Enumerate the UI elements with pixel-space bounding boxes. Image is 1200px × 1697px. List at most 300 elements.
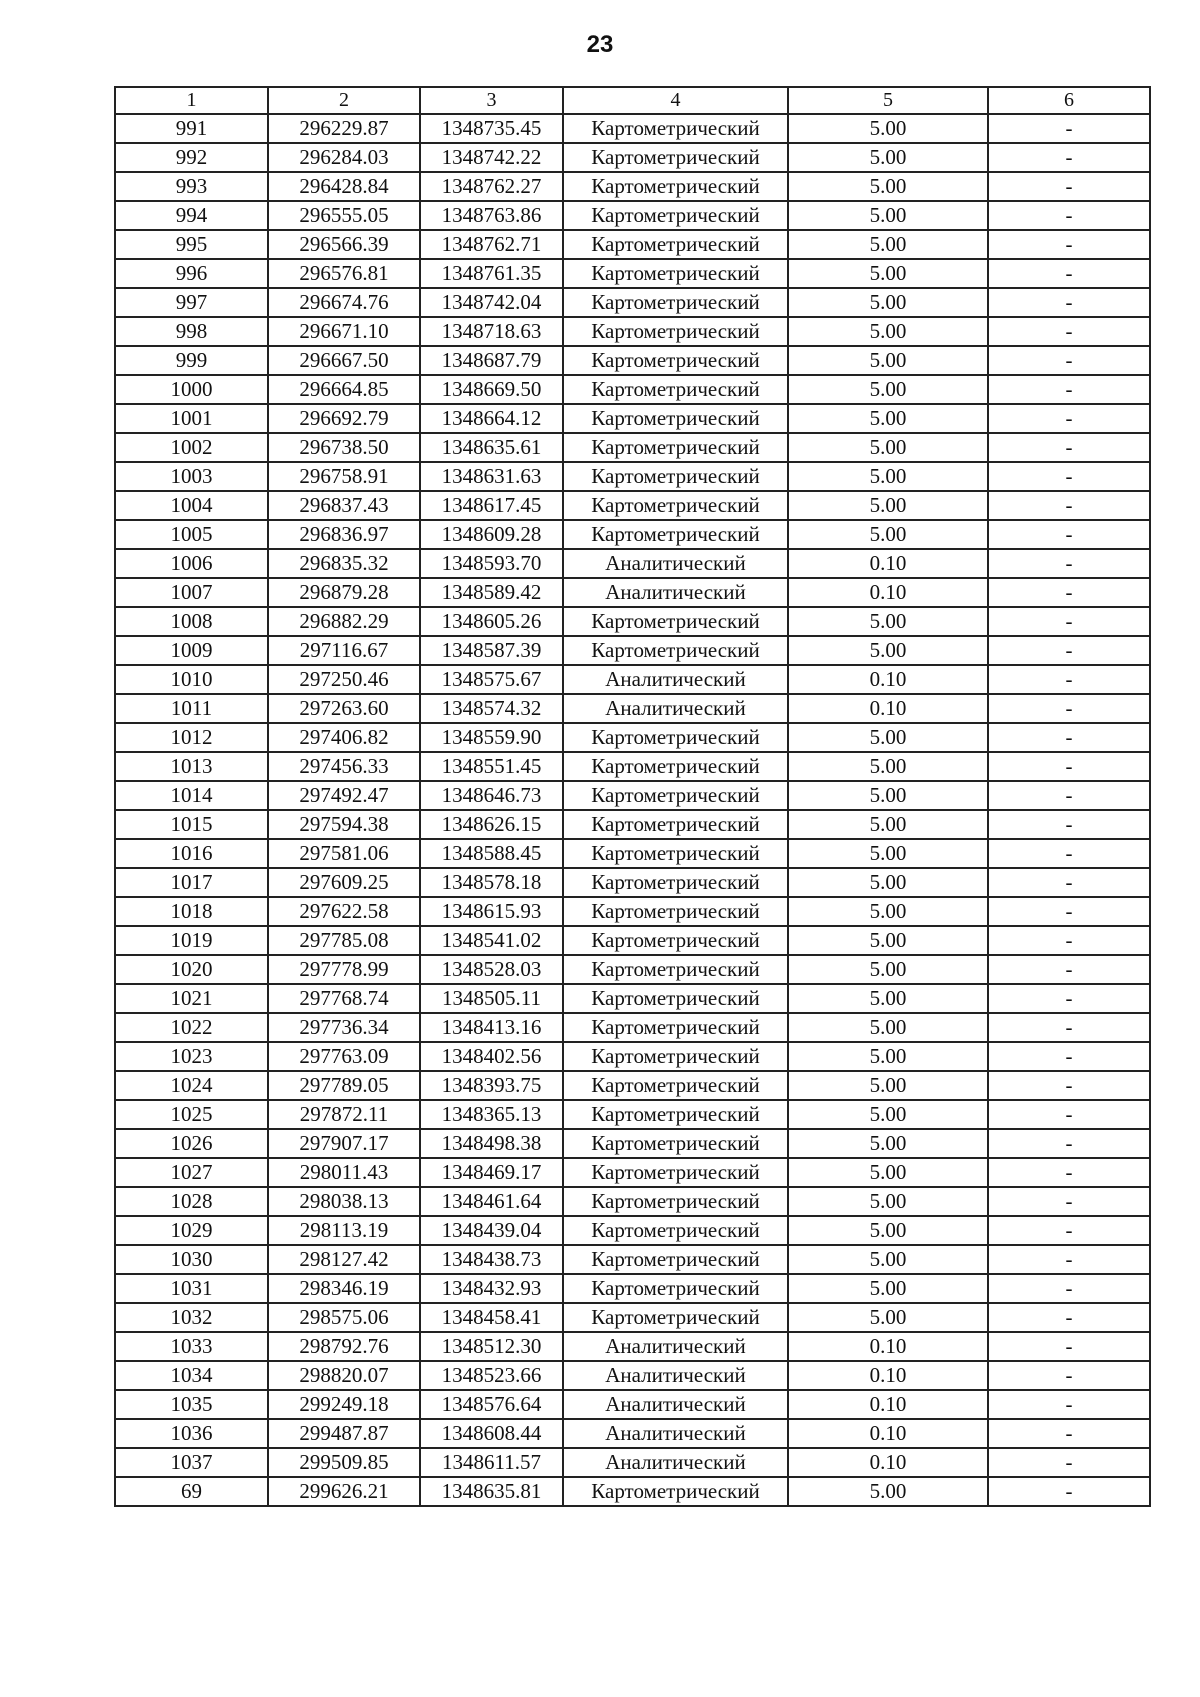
point-number-cell: 991	[115, 114, 268, 143]
method-cell: Картометрический	[563, 1042, 788, 1071]
column-header-2: 2	[268, 87, 420, 114]
y-coordinate-cell: 1348528.03	[420, 955, 563, 984]
accuracy-cell: 5.00	[788, 1477, 988, 1506]
accuracy-cell: 5.00	[788, 375, 988, 404]
point-number-cell: 1033	[115, 1332, 268, 1361]
x-coordinate-cell: 296879.28	[268, 578, 420, 607]
x-coordinate-cell: 297785.08	[268, 926, 420, 955]
method-cell: Аналитический	[563, 665, 788, 694]
x-coordinate-cell: 298575.06	[268, 1303, 420, 1332]
x-coordinate-cell: 297456.33	[268, 752, 420, 781]
y-coordinate-cell: 1348576.64	[420, 1390, 563, 1419]
x-coordinate-cell: 297263.60	[268, 694, 420, 723]
x-coordinate-cell: 296738.50	[268, 433, 420, 462]
y-coordinate-cell: 1348615.93	[420, 897, 563, 926]
y-coordinate-cell: 1348635.81	[420, 1477, 563, 1506]
x-coordinate-cell: 296229.87	[268, 114, 420, 143]
accuracy-cell: 5.00	[788, 346, 988, 375]
x-coordinate-cell: 296284.03	[268, 143, 420, 172]
note-cell: -	[988, 404, 1150, 433]
point-number-cell: 1027	[115, 1158, 268, 1187]
table-row	[115, 201, 1150, 230]
table-row	[115, 172, 1150, 201]
page-number: 23	[586, 31, 614, 58]
accuracy-cell: 0.10	[788, 1419, 988, 1448]
table-body	[115, 87, 1150, 1506]
point-number-cell: 69	[115, 1477, 268, 1506]
point-number-cell: 1019	[115, 926, 268, 955]
x-coordinate-cell: 296667.50	[268, 346, 420, 375]
y-coordinate-cell: 1348402.56	[420, 1042, 563, 1071]
note-cell: -	[988, 607, 1150, 636]
point-number-cell: 996	[115, 259, 268, 288]
accuracy-cell: 5.00	[788, 317, 988, 346]
accuracy-cell: 5.00	[788, 433, 988, 462]
method-cell: Картометрический	[563, 1477, 788, 1506]
note-cell: -	[988, 723, 1150, 752]
point-number-cell: 1028	[115, 1187, 268, 1216]
table-row	[115, 491, 1150, 520]
method-cell: Картометрический	[563, 1216, 788, 1245]
x-coordinate-cell: 296674.76	[268, 288, 420, 317]
table-row	[115, 1129, 1150, 1158]
table-row	[115, 926, 1150, 955]
point-number-cell: 995	[115, 230, 268, 259]
method-cell: Картометрический	[563, 462, 788, 491]
accuracy-cell: 0.10	[788, 1332, 988, 1361]
column-header-5: 5	[788, 87, 988, 114]
method-cell: Картометрический	[563, 810, 788, 839]
point-number-cell: 1020	[115, 955, 268, 984]
note-cell: -	[988, 839, 1150, 868]
method-cell: Картометрический	[563, 375, 788, 404]
method-cell: Картометрический	[563, 1013, 788, 1042]
table-row	[115, 462, 1150, 491]
table-row	[115, 375, 1150, 404]
table-row	[115, 1274, 1150, 1303]
y-coordinate-cell: 1348541.02	[420, 926, 563, 955]
accuracy-cell: 0.10	[788, 665, 988, 694]
y-coordinate-cell: 1348578.18	[420, 868, 563, 897]
point-number-cell: 1023	[115, 1042, 268, 1071]
accuracy-cell: 5.00	[788, 1013, 988, 1042]
method-cell: Картометрический	[563, 868, 788, 897]
method-cell: Картометрический	[563, 201, 788, 230]
accuracy-cell: 5.00	[788, 810, 988, 839]
y-coordinate-cell: 1348742.22	[420, 143, 563, 172]
y-coordinate-cell: 1348617.45	[420, 491, 563, 520]
column-header-6: 6	[988, 87, 1150, 114]
column-header-1: 1	[115, 87, 268, 114]
note-cell: -	[988, 259, 1150, 288]
method-cell: Картометрический	[563, 1187, 788, 1216]
table-row	[115, 143, 1150, 172]
note-cell: -	[988, 1477, 1150, 1506]
x-coordinate-cell: 296837.43	[268, 491, 420, 520]
note-cell: -	[988, 230, 1150, 259]
table-row	[115, 346, 1150, 375]
table-row	[115, 810, 1150, 839]
accuracy-cell: 5.00	[788, 143, 988, 172]
table-row	[115, 1332, 1150, 1361]
y-coordinate-cell: 1348574.32	[420, 694, 563, 723]
note-cell: -	[988, 1158, 1150, 1187]
accuracy-cell: 5.00	[788, 1129, 988, 1158]
point-number-cell: 1000	[115, 375, 268, 404]
table-row	[115, 868, 1150, 897]
y-coordinate-cell: 1348646.73	[420, 781, 563, 810]
y-coordinate-cell: 1348762.27	[420, 172, 563, 201]
x-coordinate-cell: 298011.43	[268, 1158, 420, 1187]
point-number-cell: 998	[115, 317, 268, 346]
y-coordinate-cell: 1348393.75	[420, 1071, 563, 1100]
method-cell: Картометрический	[563, 433, 788, 462]
point-number-cell: 993	[115, 172, 268, 201]
table-row	[115, 607, 1150, 636]
x-coordinate-cell: 297581.06	[268, 839, 420, 868]
accuracy-cell: 0.10	[788, 578, 988, 607]
accuracy-cell: 5.00	[788, 723, 988, 752]
table-row	[115, 1071, 1150, 1100]
table-row	[115, 897, 1150, 926]
accuracy-cell: 5.00	[788, 897, 988, 926]
accuracy-cell: 5.00	[788, 288, 988, 317]
table-row	[115, 1158, 1150, 1187]
method-cell: Картометрический	[563, 491, 788, 520]
y-coordinate-cell: 1348742.04	[420, 288, 563, 317]
table-row	[115, 694, 1150, 723]
table-row	[115, 665, 1150, 694]
y-coordinate-cell: 1348609.28	[420, 520, 563, 549]
x-coordinate-cell: 296555.05	[268, 201, 420, 230]
table-row	[115, 781, 1150, 810]
x-coordinate-cell: 299487.87	[268, 1419, 420, 1448]
accuracy-cell: 5.00	[788, 230, 988, 259]
note-cell: -	[988, 520, 1150, 549]
point-number-cell: 1029	[115, 1216, 268, 1245]
x-coordinate-cell: 296692.79	[268, 404, 420, 433]
accuracy-cell: 5.00	[788, 520, 988, 549]
point-number-cell: 1022	[115, 1013, 268, 1042]
coordinates-table-container	[114, 86, 1151, 1507]
accuracy-cell: 5.00	[788, 868, 988, 897]
method-cell: Картометрический	[563, 607, 788, 636]
method-cell: Картометрический	[563, 839, 788, 868]
note-cell: -	[988, 346, 1150, 375]
method-cell: Аналитический	[563, 1448, 788, 1477]
point-number-cell: 1007	[115, 578, 268, 607]
point-number-cell: 1002	[115, 433, 268, 462]
x-coordinate-cell: 299509.85	[268, 1448, 420, 1477]
x-coordinate-cell: 296428.84	[268, 172, 420, 201]
x-coordinate-cell: 296758.91	[268, 462, 420, 491]
table-row	[115, 288, 1150, 317]
y-coordinate-cell: 1348458.41	[420, 1303, 563, 1332]
y-coordinate-cell: 1348365.13	[420, 1100, 563, 1129]
note-cell: -	[988, 1390, 1150, 1419]
accuracy-cell: 0.10	[788, 1361, 988, 1390]
y-coordinate-cell: 1348635.61	[420, 433, 563, 462]
note-cell: -	[988, 1042, 1150, 1071]
accuracy-cell: 5.00	[788, 1216, 988, 1245]
method-cell: Картометрический	[563, 1274, 788, 1303]
y-coordinate-cell: 1348469.17	[420, 1158, 563, 1187]
table-row	[115, 259, 1150, 288]
accuracy-cell: 5.00	[788, 607, 988, 636]
x-coordinate-cell: 298820.07	[268, 1361, 420, 1390]
note-cell: -	[988, 375, 1150, 404]
point-number-cell: 1036	[115, 1419, 268, 1448]
point-number-cell: 1009	[115, 636, 268, 665]
x-coordinate-cell: 298113.19	[268, 1216, 420, 1245]
note-cell: -	[988, 1129, 1150, 1158]
table-row	[115, 1245, 1150, 1274]
y-coordinate-cell: 1348523.66	[420, 1361, 563, 1390]
x-coordinate-cell: 296671.10	[268, 317, 420, 346]
note-cell: -	[988, 491, 1150, 520]
note-cell: -	[988, 549, 1150, 578]
table-row	[115, 578, 1150, 607]
method-cell: Картометрический	[563, 1158, 788, 1187]
x-coordinate-cell: 298792.76	[268, 1332, 420, 1361]
x-coordinate-cell: 297768.74	[268, 984, 420, 1013]
x-coordinate-cell: 297736.34	[268, 1013, 420, 1042]
note-cell: -	[988, 810, 1150, 839]
x-coordinate-cell: 298346.19	[268, 1274, 420, 1303]
note-cell: -	[988, 172, 1150, 201]
point-number-cell: 1001	[115, 404, 268, 433]
point-number-cell: 1026	[115, 1129, 268, 1158]
table-row	[115, 752, 1150, 781]
method-cell: Аналитический	[563, 1361, 788, 1390]
point-number-cell: 1012	[115, 723, 268, 752]
table-row	[115, 955, 1150, 984]
x-coordinate-cell: 297622.58	[268, 897, 420, 926]
table-row	[115, 1361, 1150, 1390]
method-cell: Картометрический	[563, 172, 788, 201]
note-cell: -	[988, 926, 1150, 955]
coordinates-table	[114, 86, 1151, 1507]
note-cell: -	[988, 781, 1150, 810]
table-row	[115, 317, 1150, 346]
table-row	[115, 230, 1150, 259]
point-number-cell: 994	[115, 201, 268, 230]
table-row	[115, 549, 1150, 578]
method-cell: Картометрический	[563, 926, 788, 955]
column-header-4: 4	[563, 87, 788, 114]
note-cell: -	[988, 1361, 1150, 1390]
accuracy-cell: 5.00	[788, 752, 988, 781]
x-coordinate-cell: 297763.09	[268, 1042, 420, 1071]
accuracy-cell: 5.00	[788, 984, 988, 1013]
x-coordinate-cell: 298038.13	[268, 1187, 420, 1216]
accuracy-cell: 5.00	[788, 1071, 988, 1100]
y-coordinate-cell: 1348589.42	[420, 578, 563, 607]
accuracy-cell: 5.00	[788, 172, 988, 201]
accuracy-cell: 0.10	[788, 1390, 988, 1419]
method-cell: Аналитический	[563, 549, 788, 578]
point-number-cell: 1021	[115, 984, 268, 1013]
x-coordinate-cell: 297907.17	[268, 1129, 420, 1158]
method-cell: Картометрический	[563, 984, 788, 1013]
point-number-cell: 1015	[115, 810, 268, 839]
y-coordinate-cell: 1348439.04	[420, 1216, 563, 1245]
note-cell: -	[988, 1187, 1150, 1216]
y-coordinate-cell: 1348575.67	[420, 665, 563, 694]
note-cell: -	[988, 694, 1150, 723]
accuracy-cell: 5.00	[788, 1100, 988, 1129]
accuracy-cell: 5.00	[788, 404, 988, 433]
note-cell: -	[988, 1216, 1150, 1245]
method-cell: Картометрический	[563, 1071, 788, 1100]
y-coordinate-cell: 1348512.30	[420, 1332, 563, 1361]
note-cell: -	[988, 1332, 1150, 1361]
y-coordinate-cell: 1348587.39	[420, 636, 563, 665]
method-cell: Картометрический	[563, 317, 788, 346]
y-coordinate-cell: 1348608.44	[420, 1419, 563, 1448]
point-number-cell: 1024	[115, 1071, 268, 1100]
method-cell: Картометрический	[563, 230, 788, 259]
point-number-cell: 992	[115, 143, 268, 172]
note-cell: -	[988, 1100, 1150, 1129]
y-coordinate-cell: 1348432.93	[420, 1274, 563, 1303]
point-number-cell: 1031	[115, 1274, 268, 1303]
accuracy-cell: 0.10	[788, 549, 988, 578]
x-coordinate-cell: 299249.18	[268, 1390, 420, 1419]
point-number-cell: 1006	[115, 549, 268, 578]
method-cell: Картометрический	[563, 636, 788, 665]
y-coordinate-cell: 1348611.57	[420, 1448, 563, 1477]
x-coordinate-cell: 297789.05	[268, 1071, 420, 1100]
table-row	[115, 636, 1150, 665]
y-coordinate-cell: 1348498.38	[420, 1129, 563, 1158]
note-cell: -	[988, 1303, 1150, 1332]
accuracy-cell: 5.00	[788, 839, 988, 868]
x-coordinate-cell: 297778.99	[268, 955, 420, 984]
point-number-cell: 1014	[115, 781, 268, 810]
table-row	[115, 1477, 1150, 1506]
y-coordinate-cell: 1348588.45	[420, 839, 563, 868]
method-cell: Картометрический	[563, 1303, 788, 1332]
x-coordinate-cell: 297116.67	[268, 636, 420, 665]
table-row	[115, 520, 1150, 549]
table-row	[115, 1042, 1150, 1071]
method-cell: Аналитический	[563, 578, 788, 607]
note-cell: -	[988, 955, 1150, 984]
note-cell: -	[988, 1013, 1150, 1042]
accuracy-cell: 5.00	[788, 1158, 988, 1187]
table-row	[115, 1216, 1150, 1245]
y-coordinate-cell: 1348505.11	[420, 984, 563, 1013]
y-coordinate-cell: 1348605.26	[420, 607, 563, 636]
y-coordinate-cell: 1348669.50	[420, 375, 563, 404]
x-coordinate-cell: 296835.32	[268, 549, 420, 578]
x-coordinate-cell: 298127.42	[268, 1245, 420, 1274]
note-cell: -	[988, 578, 1150, 607]
table-row	[115, 1448, 1150, 1477]
x-coordinate-cell: 296576.81	[268, 259, 420, 288]
table-row	[115, 1390, 1150, 1419]
table-row	[115, 433, 1150, 462]
x-coordinate-cell: 296664.85	[268, 375, 420, 404]
note-cell: -	[988, 752, 1150, 781]
table-row	[115, 839, 1150, 868]
note-cell: -	[988, 1071, 1150, 1100]
method-cell: Картометрический	[563, 897, 788, 926]
method-cell: Картометрический	[563, 781, 788, 810]
column-header-3: 3	[420, 87, 563, 114]
point-number-cell: 1025	[115, 1100, 268, 1129]
method-cell: Картометрический	[563, 1100, 788, 1129]
accuracy-cell: 5.00	[788, 1042, 988, 1071]
point-number-cell: 1013	[115, 752, 268, 781]
y-coordinate-cell: 1348413.16	[420, 1013, 563, 1042]
point-number-cell: 1032	[115, 1303, 268, 1332]
point-number-cell: 1010	[115, 665, 268, 694]
accuracy-cell: 5.00	[788, 114, 988, 143]
y-coordinate-cell: 1348718.63	[420, 317, 563, 346]
method-cell: Картометрический	[563, 114, 788, 143]
point-number-cell: 1005	[115, 520, 268, 549]
method-cell: Картометрический	[563, 346, 788, 375]
y-coordinate-cell: 1348735.45	[420, 114, 563, 143]
y-coordinate-cell: 1348559.90	[420, 723, 563, 752]
method-cell: Картометрический	[563, 143, 788, 172]
accuracy-cell: 0.10	[788, 1448, 988, 1477]
y-coordinate-cell: 1348551.45	[420, 752, 563, 781]
table-row	[115, 1187, 1150, 1216]
accuracy-cell: 5.00	[788, 201, 988, 230]
note-cell: -	[988, 317, 1150, 346]
method-cell: Картометрический	[563, 955, 788, 984]
note-cell: -	[988, 665, 1150, 694]
table-row	[115, 1419, 1150, 1448]
y-coordinate-cell: 1348664.12	[420, 404, 563, 433]
method-cell: Картометрический	[563, 520, 788, 549]
y-coordinate-cell: 1348761.35	[420, 259, 563, 288]
table-row	[115, 404, 1150, 433]
y-coordinate-cell: 1348687.79	[420, 346, 563, 375]
table-header-row	[115, 87, 1150, 114]
y-coordinate-cell: 1348461.64	[420, 1187, 563, 1216]
x-coordinate-cell: 297872.11	[268, 1100, 420, 1129]
method-cell: Картометрический	[563, 288, 788, 317]
note-cell: -	[988, 1448, 1150, 1477]
method-cell: Картометрический	[563, 752, 788, 781]
accuracy-cell: 5.00	[788, 259, 988, 288]
table-row	[115, 1100, 1150, 1129]
note-cell: -	[988, 433, 1150, 462]
method-cell: Картометрический	[563, 259, 788, 288]
accuracy-cell: 5.00	[788, 636, 988, 665]
accuracy-cell: 5.00	[788, 491, 988, 520]
note-cell: -	[988, 897, 1150, 926]
note-cell: -	[988, 288, 1150, 317]
note-cell: -	[988, 201, 1150, 230]
accuracy-cell: 5.00	[788, 926, 988, 955]
point-number-cell: 1035	[115, 1390, 268, 1419]
table-row	[115, 1013, 1150, 1042]
note-cell: -	[988, 1419, 1150, 1448]
method-cell: Аналитический	[563, 1332, 788, 1361]
point-number-cell: 1004	[115, 491, 268, 520]
accuracy-cell: 5.00	[788, 1187, 988, 1216]
accuracy-cell: 5.00	[788, 462, 988, 491]
point-number-cell: 1011	[115, 694, 268, 723]
method-cell: Картометрический	[563, 404, 788, 433]
y-coordinate-cell: 1348593.70	[420, 549, 563, 578]
method-cell: Картометрический	[563, 1129, 788, 1158]
